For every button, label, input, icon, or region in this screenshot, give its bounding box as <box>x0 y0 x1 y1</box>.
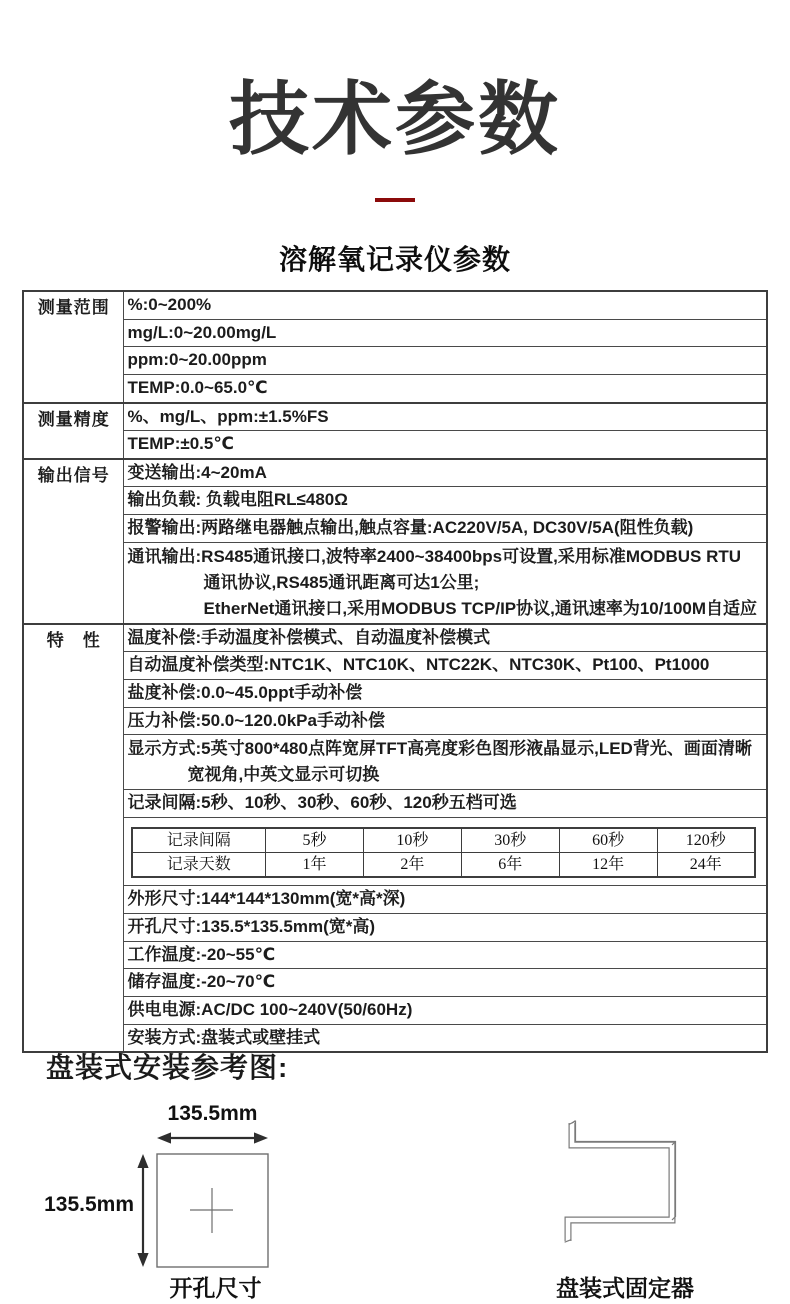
spec-value-display <box>123 735 767 790</box>
width-dimension-arrow-icon <box>157 1132 268 1143</box>
table-row <box>23 624 767 652</box>
spec-group-label-features: 特 性 <box>23 624 123 1052</box>
spec-value: 盐度补偿:0.0~45.0ppt手动补偿 <box>123 680 767 708</box>
table-row <box>23 913 767 941</box>
spec-group-label-accuracy: 测量精度 <box>23 403 123 459</box>
table-row <box>132 853 756 878</box>
spec-value: 供电电源:AC/DC 100~240V(50/60Hz) <box>123 996 767 1024</box>
record-cell: 1年 <box>266 853 364 878</box>
mounting-bracket-icon <box>565 1121 676 1243</box>
spec-value: mg/L:0~20.00mg/L <box>123 319 767 347</box>
table-row <box>23 459 767 487</box>
spec-value: 工作温度:-20~55℃ <box>123 941 767 969</box>
install-section-heading: 盘装式安装参考图: <box>46 1052 289 1083</box>
record-cell: 24年 <box>657 853 755 878</box>
spec-value: 输出负载: 负载电阻RL≤480Ω <box>123 487 767 515</box>
comm-line-2: 通讯协议,RS485通讯距离可达1公里; <box>203 572 480 592</box>
spec-value: TEMP:±0.5℃ <box>123 431 767 459</box>
spec-value: 安装方式:盘装式或壁挂式 <box>123 1024 767 1052</box>
record-cell: 5秒 <box>266 828 364 853</box>
spec-value: 外形尺寸:144*144*130mm(宽*高*深) <box>123 886 767 914</box>
record-interval-table <box>131 827 757 878</box>
spec-value: 开孔尺寸:135.5*135.5mm(宽*高) <box>123 913 767 941</box>
record-cell: 60秒 <box>559 828 657 853</box>
table-row <box>23 319 767 347</box>
table-row <box>23 515 767 543</box>
table-row <box>23 790 767 818</box>
spec-value: 记录间隔:5秒、10秒、30秒、60秒、120秒五档可选 <box>123 790 767 818</box>
spec-value: 报警输出:两路继电器触点输出,触点容量:AC220V/5A, DC30V/5A(阻性负载) <box>123 515 767 543</box>
table-row <box>23 542 767 624</box>
page-title: 技术参数 <box>229 75 561 164</box>
spec-table <box>22 290 768 1053</box>
record-cell: 120秒 <box>657 828 755 853</box>
record-header: 记录天数 <box>132 853 266 878</box>
spec-value: 温度补偿:手动温度补偿模式、自动温度补偿模式 <box>123 624 767 652</box>
table-row <box>132 828 756 853</box>
display-line-2: 宽视角,中英文显示可切换 <box>187 765 380 785</box>
comm-line-1: 通讯输出:RS485通讯接口,波特率2400~38400bps可设置,采用标准MODBUS RTU <box>127 546 742 566</box>
spec-value: %、mg/L、ppm:±1.5%FS <box>123 403 767 431</box>
table-row <box>23 291 767 319</box>
record-cell: 12年 <box>559 853 657 878</box>
spec-value: 压力补偿:50.0~120.0kPa手动补偿 <box>123 707 767 735</box>
title-divider <box>375 198 415 202</box>
table-row <box>23 374 767 402</box>
cutout-diagram <box>30 1095 290 1280</box>
bracket-diagram <box>545 1110 695 1250</box>
table-row <box>23 817 767 885</box>
record-cell: 6年 <box>461 853 559 878</box>
center-cross-icon <box>190 1188 233 1233</box>
comm-line-3: EtherNet通讯接口,采用MODBUS TCP/IP协议,通讯速率为10/100M自适应 <box>203 598 758 618</box>
spec-value-comm <box>123 542 767 624</box>
record-table-cell <box>123 817 767 885</box>
display-line-1: 显示方式:5英寸800*480点阵宽屏TFT高亮度彩色图形液晶显示,LED背光、画面清晰 <box>127 739 752 759</box>
spec-value: %:0~200% <box>123 291 767 319</box>
table-row <box>23 886 767 914</box>
bracket-caption: 盘装式固定器 <box>556 1275 694 1301</box>
table-row <box>23 941 767 969</box>
spec-group-label-range: 测量范围 <box>23 291 123 403</box>
record-header: 记录间隔 <box>132 828 266 853</box>
spec-value: ppm:0~20.00ppm <box>123 347 767 375</box>
spec-value: 自动温度补偿类型:NTC1K、NTC10K、NTC22K、NTC30K、Pt100、Pt1000 <box>123 652 767 680</box>
page-subtitle: 溶解氧记录仪参数 <box>278 244 511 275</box>
table-row <box>23 487 767 515</box>
cutout-width-label: 135.5mm <box>167 1102 258 1125</box>
table-row <box>23 347 767 375</box>
spec-value: 储存温度:-20~70℃ <box>123 969 767 997</box>
table-row <box>23 707 767 735</box>
table-row <box>23 652 767 680</box>
spec-group-label-output: 输出信号 <box>23 459 123 624</box>
record-cell: 2年 <box>363 853 461 878</box>
table-row <box>23 996 767 1024</box>
spec-value: TEMP:0.0~65.0℃ <box>123 374 767 402</box>
spec-value: 变送输出:4~20mA <box>123 459 767 487</box>
cutout-height-label: 135.5mm <box>44 1193 134 1216</box>
table-row <box>23 403 767 431</box>
height-dimension-arrow-icon <box>137 1154 148 1267</box>
table-row <box>23 969 767 997</box>
record-cell: 10秒 <box>363 828 461 853</box>
table-row <box>23 680 767 708</box>
cutout-caption: 开孔尺寸 <box>169 1275 262 1301</box>
record-cell: 30秒 <box>461 828 559 853</box>
table-row <box>23 431 767 459</box>
table-row <box>23 735 767 790</box>
